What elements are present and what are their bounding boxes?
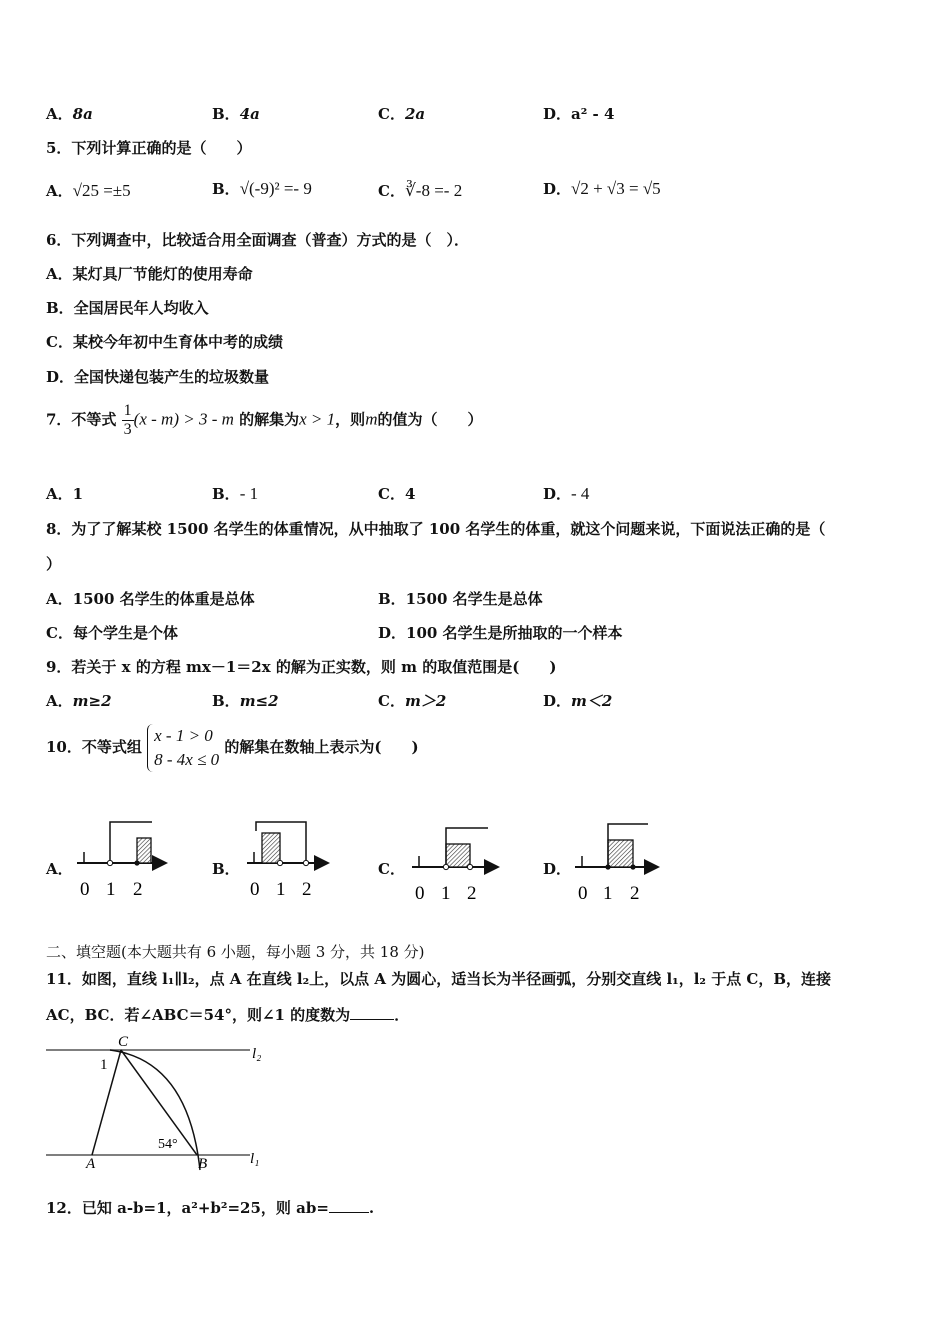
q5-option-d: D．√2 + √3 = √5 [543,179,661,198]
q6-option-c: C．某校今年初中生育体中考的成绩 [46,333,283,351]
q4-option-c: C．2a [378,105,426,123]
label-54: 54° [158,1137,178,1152]
q5-option-a: A．√25 =±5 [46,181,131,200]
q8-option-a: A．1500 名学生的体重是总体 [46,590,255,608]
section-2-title: 二、填空题(本大题共有 6 小题，每小题 3 分，共 18 分) [46,943,425,961]
q10-stem: 10．不等式组 x - 1 > 0 8 - 4x ≤ 0 的解集在数轴上表示为( ) [46,724,419,772]
q5-stem: 5．下列计算正确的是（ ） [46,139,252,157]
number-line-d [575,824,656,904]
q11-figure [46,1034,261,1172]
q4-option-d: D．a² - 4 [543,105,615,123]
q10-option-c-label: C． [378,860,405,878]
q10-option-d-label: D． [543,860,572,878]
q7-option-b: B．- 1 [212,484,259,503]
number-line-a [77,822,164,900]
q7-option-c: C．4 [378,485,416,503]
tick-2: 2 [630,883,640,904]
q6-option-b: B．全国居民年人均收入 [46,299,209,317]
q10-option-a-label: A． [46,860,73,878]
tick-1: 1 [603,883,613,904]
number-line-c [412,828,496,904]
q8-stem-cont: ） [46,555,62,573]
q10-option-b-label: B． [212,860,240,878]
tick-1: 1 [276,879,286,900]
label-l1: l₁ [250,1151,260,1167]
label-c: C [118,1034,129,1050]
tick-2: 2 [133,879,143,900]
label-angle1: 1 [100,1057,108,1073]
q7-option-d: D．- 4 [543,484,590,503]
q7-stem: 7．不等式 $\frac{1}{3}$ (x - m) > 3 - m 的解集为x > 1，则m的值为（ ） [46,402,483,438]
q5-option-b: B．√(-9)² =- 9 [212,179,312,198]
tick-0: 0 [250,879,260,900]
q9-option-a: A．m≥2 [46,692,112,710]
q4-option-a: A．8a [46,105,93,123]
label-a: A [86,1156,96,1172]
q11-line1: 11．如图，直线 l₁∥l₂，点 A 在直线 l₂上，以点 A 为圆心，适当长为半径画弧，分别交直线 l₁，l₂ 于点 C，B，连接 [46,970,832,988]
tick-1: 1 [441,883,451,904]
q10-inequality-system: x - 1 > 0 8 - 4x ≤ 0 [147,724,219,772]
q9-option-c: C．m＞2 [378,692,447,710]
q9-stem: 9．若关于 x 的方程 mx－1＝2x 的解为正实数，则 m 的取值范围是( ) [46,658,557,676]
answer-blank[interactable] [350,1019,394,1020]
arc [110,1050,200,1170]
q9-option-d: D．m＜2 [543,692,613,710]
label-l2: l₂ [252,1046,262,1062]
tick-2: 2 [302,879,312,900]
q8-option-d: D．100 名学生是所抽取的一个样本 [378,624,623,642]
q11-line2: AC，BC．若∠ABC＝54°，则∠1 的度数为 ． [46,1006,410,1024]
tick-0: 0 [578,883,588,904]
q9-option-b: B．m≤2 [212,692,279,710]
number-line-b [247,822,326,900]
q6-stem: 6．下列调查中，比较适合用全面调查（普查）方式的是（ ）． [46,231,469,249]
tick-0: 0 [415,883,425,904]
q5-option-c: C．∛-8 =- 2 [378,181,463,200]
tick-0: 0 [80,879,90,900]
q8-option-b: B．1500 名学生是总体 [378,590,543,608]
q8-stem: 8．为了了解某校 1500 名学生的体重情况，从中抽取了 100 名学生的体重，就这个问题来说，下面说法正确的是（ [46,520,826,538]
q7-option-a: A．1 [46,485,84,503]
q6-option-a: A．某灯具厂节能灯的使用寿命 [46,265,253,283]
q4-option-b: B．4a [212,105,260,123]
answer-blank[interactable] [329,1212,369,1213]
q12: 12．已知 a-b=1，a²+b²=25，则 ab= . [46,1199,375,1217]
q8-option-c: C．每个学生是个体 [46,624,178,642]
q7-fraction: $\frac{1}{3}$ [123,402,132,438]
tick-2: 2 [467,883,477,904]
tick-1: 1 [106,879,116,900]
label-b: B [198,1156,208,1172]
q6-option-d: D．全国快递包装产生的垃圾数量 [46,368,270,386]
